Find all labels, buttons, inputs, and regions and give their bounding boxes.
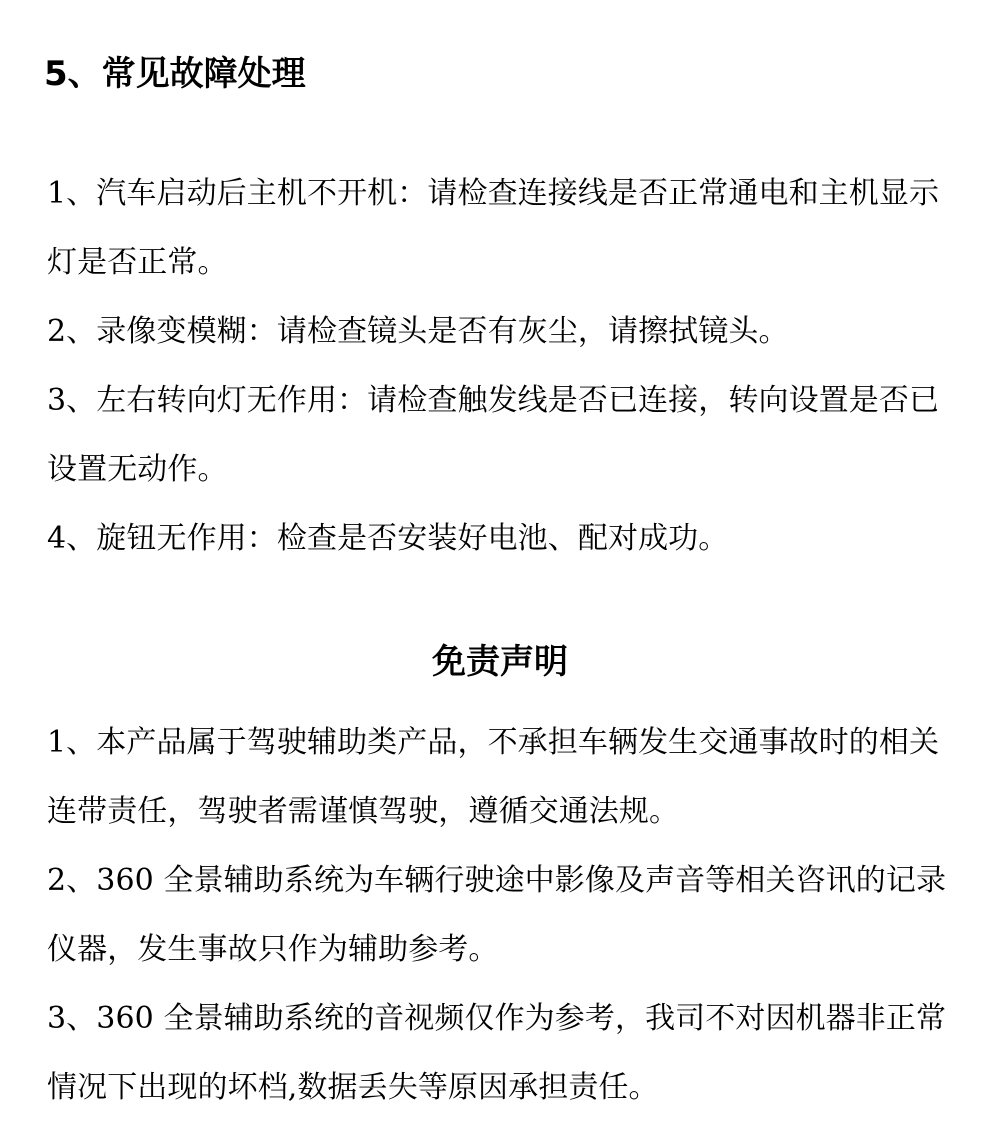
troubleshooting-item-1: 1、汽车启动后主机不开机：请检查连接线是否正常通电和主机显示灯是否正常。 <box>47 176 940 280</box>
disclaimer-item-1: 1、本产品属于驾驶辅助类产品，不承担车辆发生交通事故时的相关连带责任，驾驶者需谨慎驾驶，遵循交通法规。 <box>47 725 940 829</box>
troubleshooting-item-3: 3、左右转向灯无作用：请检查触发线是否已连接，转向设置是否已设置无动作。 <box>47 383 940 487</box>
troubleshooting-title: 5、常见故障处理 <box>44 54 306 94</box>
disclaimer-item-3: 3、360 全景辅助系统的音视频仅作为参考，我司不对因机器非正常情况下出现的坏档,数据丢失等原因承担责任。 <box>47 1001 947 1105</box>
disclaimer-list <box>47 708 957 1122</box>
troubleshooting-item-2: 2、录像变模糊：请检查镜头是否有灰尘，请擦拭镜头。 <box>47 314 789 349</box>
disclaimer-title: 免责声明 <box>432 642 568 682</box>
troubleshooting-list <box>47 159 957 573</box>
troubleshooting-item-4: 4、旋钮无作用：检查是否安装好电池、配对成功。 <box>47 521 729 556</box>
disclaimer-item-2: 2、360 全景辅助系统为车辆行驶途中影像及声音等相关咨讯的记录仪器，发生事故只作为辅助参考。 <box>47 863 947 967</box>
